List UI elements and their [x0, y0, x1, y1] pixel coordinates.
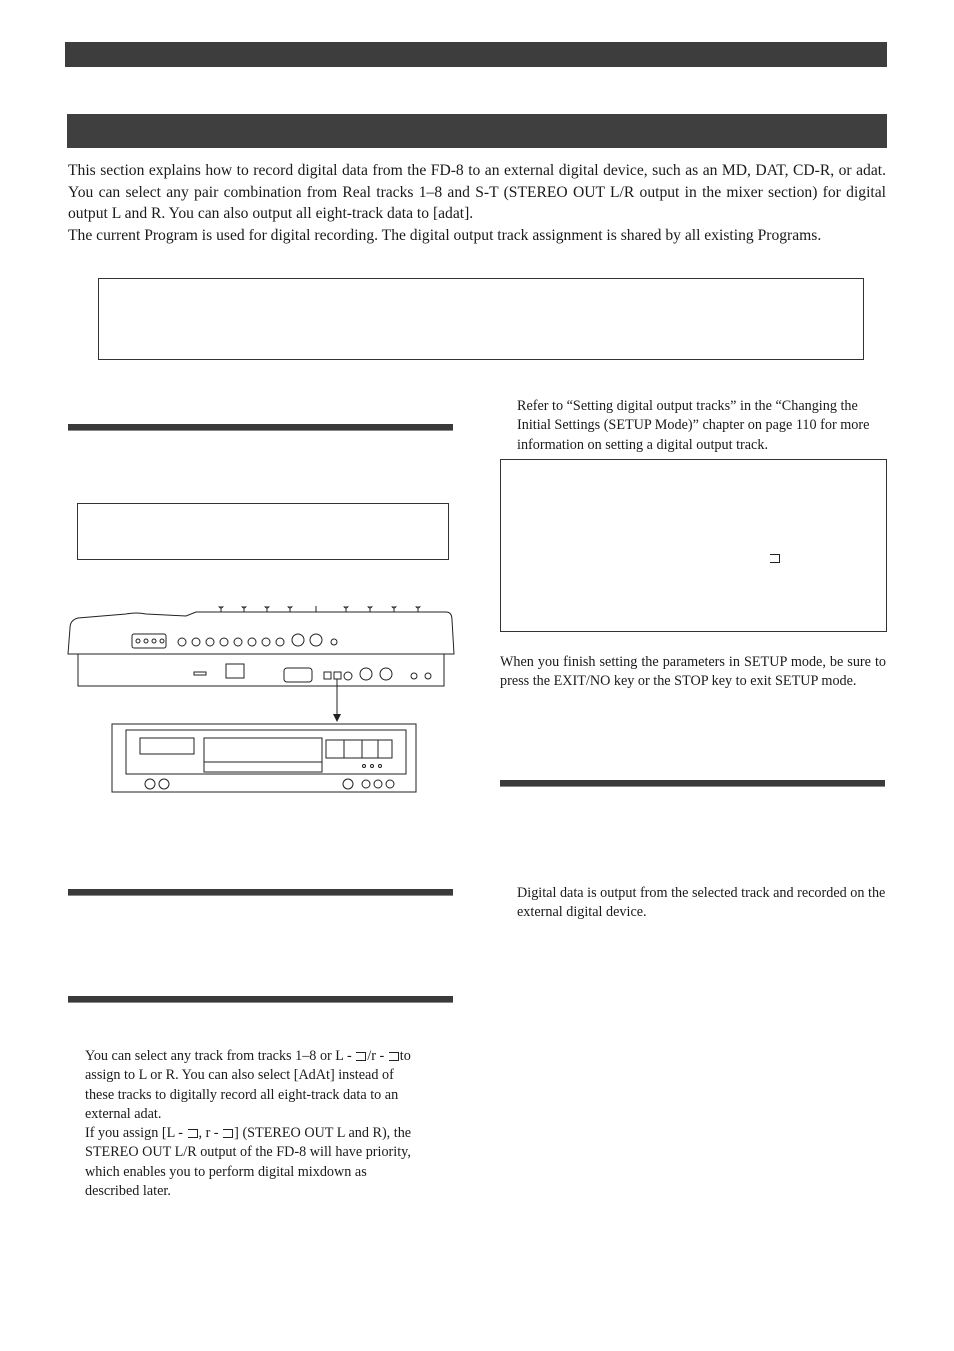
- assign-line-5b: , r -: [198, 1125, 219, 1142]
- stereo-symbol-icon: [223, 1129, 233, 1138]
- assign-line-4: external adat.: [85, 1105, 162, 1122]
- assign-line-5a: If you assign [L -: [85, 1125, 183, 1142]
- stereo-symbol-icon: [389, 1052, 399, 1061]
- finish-setup-text: When you finish setting the parameters in SETUP mode, be sure to press the EXIT/NO key or the STOP key to exit SETUP mode.: [500, 654, 886, 690]
- page-header-bar: [65, 42, 887, 67]
- assign-line-1c: to: [399, 1048, 411, 1064]
- stereo-symbol-icon: [356, 1052, 366, 1061]
- intro-paragraph-2: The current Program is used for digital recording. The digital output track assignment is shared by all existing Programs.: [68, 226, 822, 244]
- right-section-rule: [500, 780, 885, 787]
- left-section-rule-2: [68, 889, 453, 896]
- intro-paragraph-1: This section explains how to record digital data from the FD-8 to an external digital device, such as an MD, DAT, CD-R, or adat. You can select any pair combination from Real tracks 1–8 and S-T (STEREO OUT L/R output in the mixer section) for digital output L and R. You can also output all eight-track data to [adat].: [68, 162, 886, 223]
- connection-note-box: [77, 503, 449, 560]
- note-box: [98, 278, 864, 360]
- assign-line-6: STEREO OUT L/R output of the FD-8 will have priority,: [85, 1144, 411, 1161]
- refer-text: Refer to “Setting digital output tracks” in the “Changing the Initial Settings (SETUP Mode)” chapter on page 110 for more information on setting a digital output track.: [517, 398, 870, 453]
- left-section-rule-3: [68, 996, 453, 1003]
- assign-line-1a: You can select any track from tracks 1–8 or L -: [85, 1048, 352, 1064]
- track-assign-text: [85, 1047, 457, 1201]
- stereo-symbol-icon: [770, 554, 780, 563]
- assign-line-5c: ] (STEREO OUT L and R), the: [234, 1125, 412, 1142]
- assign-line-7: which enables you to perform digital mixdown as: [85, 1163, 367, 1180]
- display-example-box: [500, 459, 887, 632]
- stereo-symbol-icon: [188, 1129, 198, 1138]
- connection-diagram: [66, 606, 458, 800]
- assign-line-2: assign to L or R. You can also select [AdAt] instead of: [85, 1067, 394, 1084]
- section-title-bar: [67, 114, 887, 148]
- assign-line-3: these tracks to digitally record all eight-track data to an: [85, 1086, 399, 1103]
- output-text: Digital data is output from the selected track and recorded on the external digital device.: [517, 885, 886, 921]
- intro-text: [68, 160, 886, 246]
- assign-line-1b: /r -: [367, 1048, 385, 1064]
- assign-line-8: described later.: [85, 1183, 171, 1200]
- left-section-rule-1: [68, 424, 453, 431]
